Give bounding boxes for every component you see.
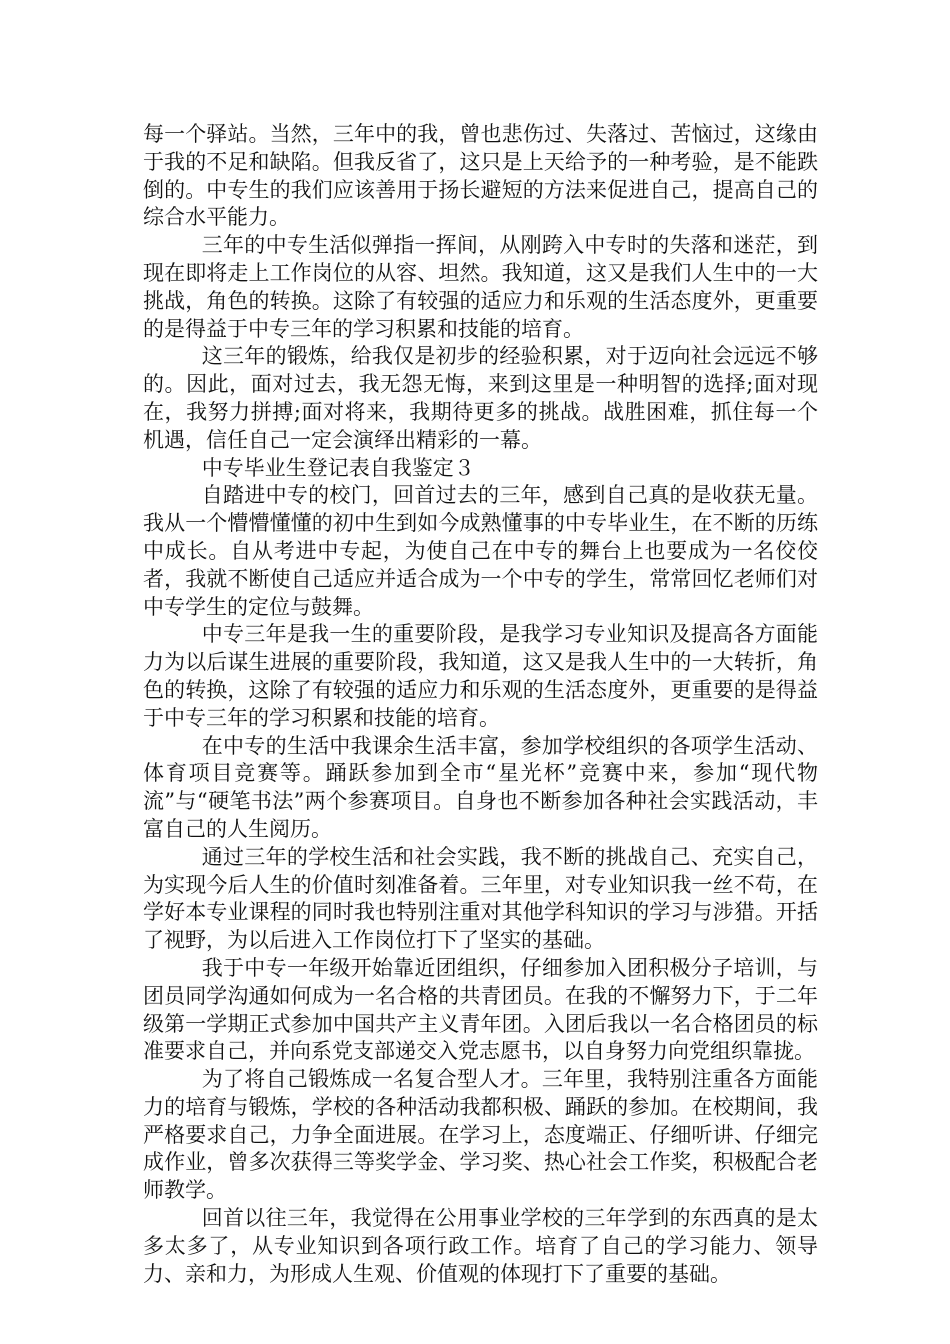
paragraph: 自踏进中专的校门，回首过去的三年，感到自己真的是收获无量。我从一个懵懵懂懂的初中生到如今成熟懂事的中专毕业生，在不断的历练中成长。自从考进中专起，为使自己在中专的舞台上也要成为一名佼佼者，我就不断使自己适应并适合成为一个中专的学生，常常回忆老师们对中专学生的定位与鼓舞。 (143, 483, 818, 619)
document-body (143, 121, 818, 1288)
paragraph: 为了将自己锻炼成一名复合型人才。三年里，我特别注重各方面能力的培育与锻炼，学校的各种活动我都积极、踊跃的参加。在校期间，我严格要求自己，力争全面进展。在学习上，态度端正、仔细听讲、仔细完成作业，曾多次获得三等奖学金、学习奖、热心社会工作奖，积极配合老师教学。 (143, 1067, 818, 1203)
section-title: 中专毕业生登记表自我鉴定３ (201, 455, 475, 480)
paragraph: 通过三年的学校生活和社会实践，我不断的挑战自己、充实自己，为实现今后人生的价值时刻准备着。三年里，对专业知识我一丝不苟，在学好本专业课程的同时我也特别注重对其他学科知识的学习与涉猎。开括了视野，为以后进入工作岗位打下了坚实的基础。 (143, 844, 818, 953)
paragraph: 中专三年是我一生的重要阶段，是我学习专业知识及提高各方面能力为以后谋生进展的重要阶段，我知道，这又是我人生中的一大转折，角色的转换，这除了有较强的适应力和乐观的生活态度外，更重要的是得益于中专三年的学习积累和技能的培育。 (143, 622, 818, 730)
paragraph-continuation: 每一个驿站。当然，三年中的我，曾也悲伤过、失落过、苦恼过，这缘由于我的不足和缺陷。但我反省了，这只是上天给予的一种考验，是不能跌倒的。中专生的我们应该善用于扬长避短的方法来促进自己，提高自己的综合水平能力。 (143, 122, 818, 230)
paragraph: 这三年的锻炼，给我仅是初步的经验积累，对于迈向社会远远不够的。因此，面对过去，我无怨无悔，来到这里是一种明智的选择;面对现在，我努力拼搏;面对将来，我期待更多的挑战。战胜困难，抓住每一个机遇，信任自己一定会演绎出精彩的一幕。 (143, 344, 818, 452)
paragraph: 三年的中专生活似弹指一挥间，从刚跨入中专时的失落和迷茫，到现在即将走上工作岗位的从容、坦然。我知道，这又是我们人生中的一大挑战，角色的转换。这除了有较强的适应力和乐观的生活态度外，更重要的是得益于中专三年的学习积累和技能的培育。 (143, 233, 818, 341)
paragraph: 回首以往三年，我觉得在公用事业学校的三年学到的东西真的是太多太多了，从专业知识到各项行政工作。培育了自己的学习能力、领导力、亲和力，为形成人生观、价值观的体现打下了重要的基础。 (143, 1206, 818, 1286)
paragraph: 在中专的生活中我课余生活丰富，参加学校组织的各项学生活动、体育项目竞赛等。踊跃参加到全市“星光杯”竞赛中来，参加“现代物流”与“硬笔书法”两个参赛项目。自身也不断参加各种社会实践活动，丰富自己的人生阅历。 (143, 733, 818, 841)
paragraph: 我于中专一年级开始靠近团组织，仔细参加入团积极分子培训，与团员同学沟通如何成为一名合格的共青团员。在我的不懈努力下，于二年级第一学期正式参加中国共产主义青年团。入团后我以一名合格团员的标准要求自己，并向系党支部递交入党志愿书，以自身努力向党组织靠拢。 (143, 955, 818, 1064)
